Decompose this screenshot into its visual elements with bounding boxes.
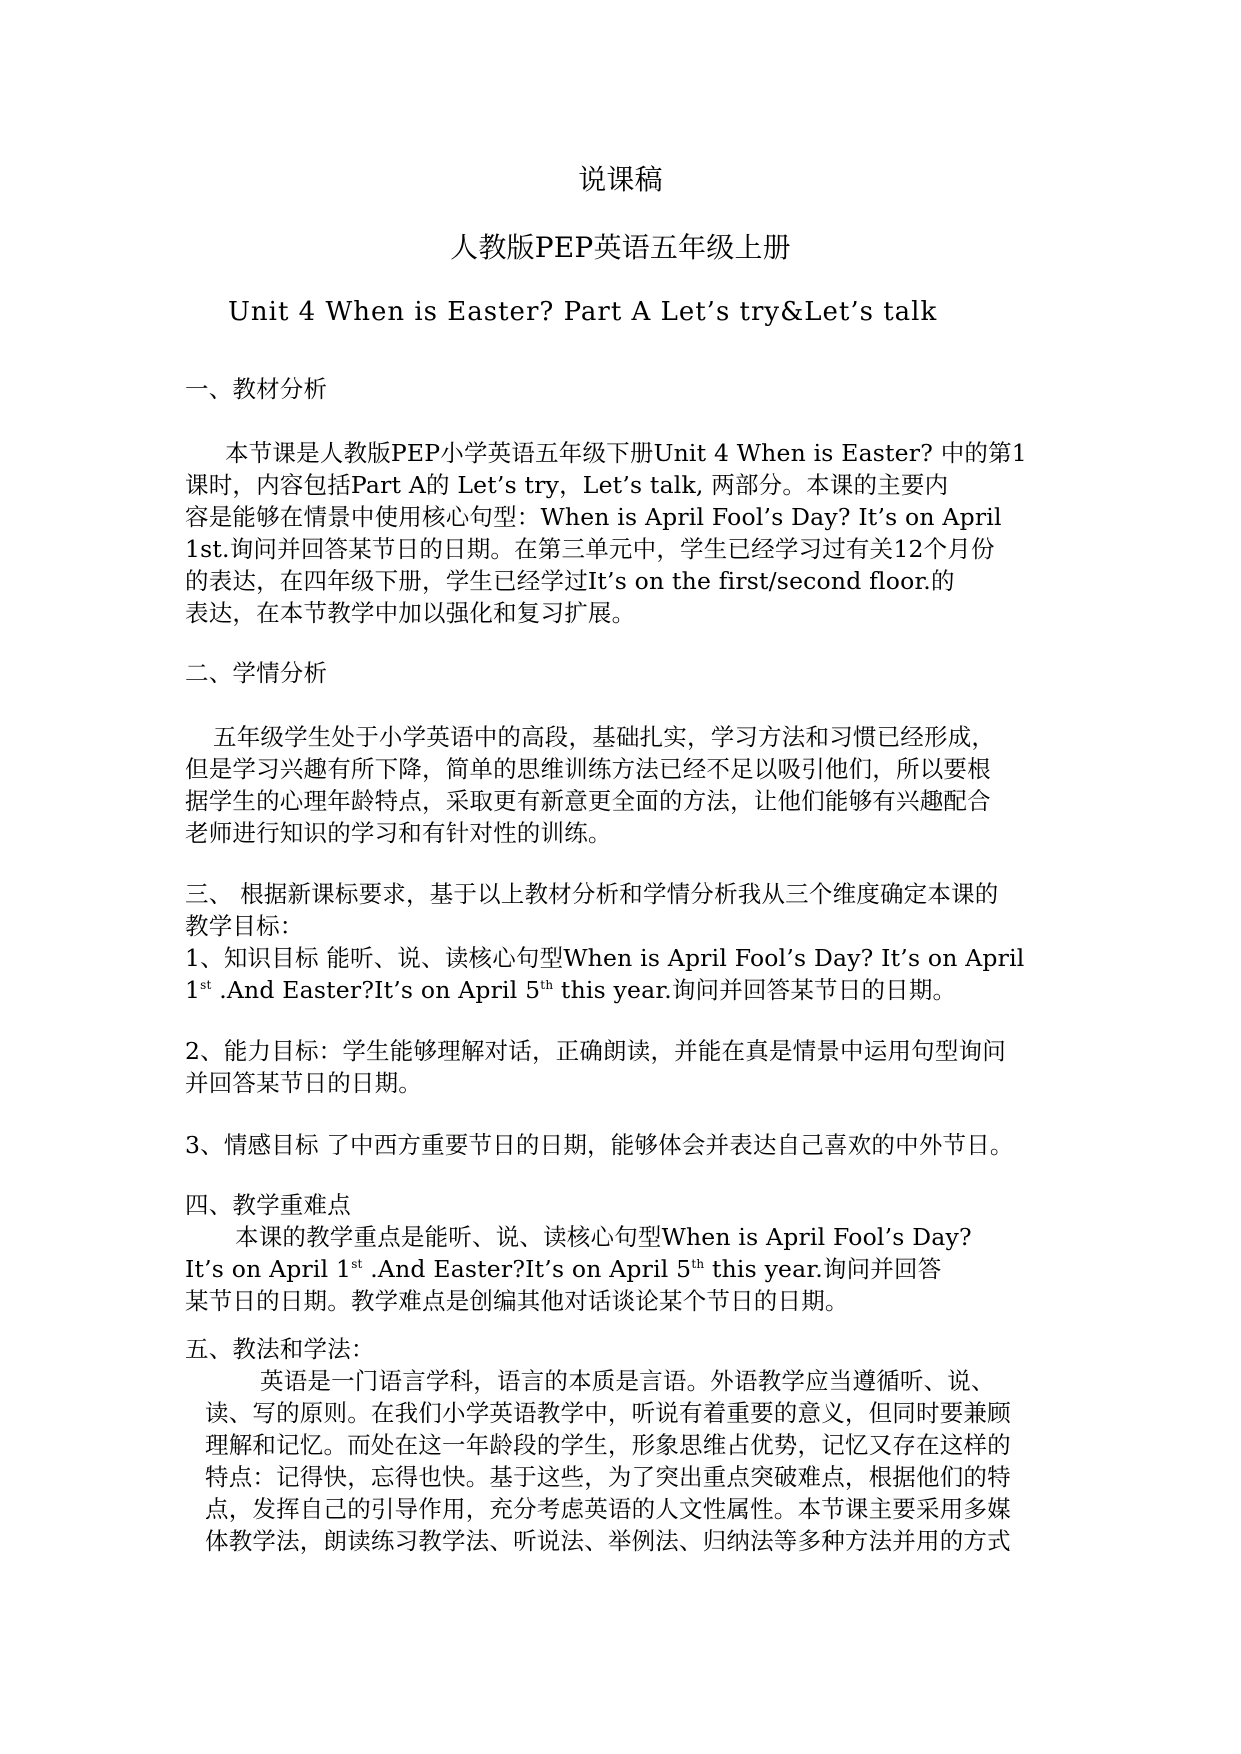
section-1-line: 课时，内容包括Part A的 Let’s try，Let’s talk, 两部分。本课的主要内: [185, 471, 949, 499]
document-subtitle: 人教版PEP英语五年级上册: [450, 231, 791, 264]
section-5-line: 读、写的原则。在我们小学英语教学中，听说有着重要的意义，但同时要兼顾: [205, 1399, 1011, 1427]
section-4-text: this year.询问并回答: [704, 1255, 942, 1283]
section-5-line: 理解和记忆。而处在这一年龄段的学生，形象思维占优势，记忆又存在这样的: [205, 1431, 1011, 1459]
goal-2-line-1: 2、能力目标：学生能够理解对话，正确朗读，并能在真是情景中运用句型询问: [185, 1037, 1006, 1065]
goal-1-text: .And Easter?It’s on April 5: [211, 976, 541, 1004]
goal-1-text: 1: [185, 976, 201, 1004]
goal-1-text: this year.询问并回答某节日的日期。: [553, 976, 957, 1004]
section-3-heading-cont: 教学目标：: [185, 912, 304, 940]
section-4-line: 本课的教学重点是能听、说、读核心句型When is April Fool’s Day?: [235, 1223, 972, 1251]
section-1-line: 1st.询问并回答某节日的日期。在第三单元中，学生已经学习过有关12个月份: [185, 535, 995, 563]
section-5-line: 体教学法，朗读练习教学法、听说法、举例法、归纳法等多种方法并用的方式: [205, 1527, 1011, 1555]
section-5-heading: 五、教法和学法：: [185, 1335, 375, 1363]
goal-1-superscript: st: [200, 978, 212, 992]
section-1-line: 表达，在本节教学中加以强化和复习扩展。: [185, 599, 636, 627]
section-1-line: 本节课是人教版PEP小学英语五年级下册Unit 4 When is Easter? 中的第1: [225, 439, 1027, 467]
goal-1-superscript: th: [540, 978, 554, 992]
section-5-line: 点，发挥自己的引导作用，充分考虑英语的人文性属性。本节课主要采用多媒: [205, 1495, 1011, 1523]
section-4-superscript: st: [351, 1257, 363, 1271]
section-2-heading: 二、学情分析: [185, 659, 328, 687]
section-1-line: 的表达，在四年级下册，学生已经学过It’s on the first/second floor.的: [185, 567, 955, 595]
section-4-superscript: th: [691, 1257, 705, 1271]
goal-1-line-2: [185, 974, 956, 1006]
section-5-line: 特点：记得快，忘得也快。基于这些，为了突出重点突破难点，根据他们的特: [205, 1463, 1011, 1491]
unit-title: Unit 4 When is Easter? Part A Let’s try&Let’s talk: [228, 297, 938, 327]
section-2-line: 五年级学生处于小学英语中的高段，基础扎实，学习方法和习惯已经形成，: [213, 723, 996, 751]
section-5-line: 英语是一门语言学科，语言的本质是言语。外语教学应当遵循听、说、: [260, 1367, 995, 1395]
section-4-text: .And Easter?It’s on April 5: [362, 1255, 692, 1283]
goal-1-line-1: 1、知识目标 能听、说、读核心句型When is April Fool’s Day? It’s on April: [185, 944, 1025, 972]
section-3-heading: 三、 根据新课标要求，基于以上教材分析和学情分析我从三个维度确定本课的: [185, 880, 999, 908]
goal-3-line: 3、情感目标 了中西方重要节日的日期，能够体会并表达自己喜欢的中外节日。: [185, 1131, 1014, 1159]
section-2-line: 老师进行知识的学习和有针对性的训练。: [185, 819, 612, 847]
document-title: 说课稿: [578, 163, 663, 196]
section-2-line: 但是学习兴趣有所下降，简单的思维训练方法已经不足以吸引他们，所以要根: [185, 755, 991, 783]
section-4-text: It’s on April 1: [185, 1255, 352, 1283]
section-4-line: [185, 1253, 941, 1285]
section-2-line: 据学生的心理年龄特点，采取更有新意更全面的方法，让他们能够有兴趣配合: [185, 787, 991, 815]
goal-2-line-2: 并回答某节日的日期。: [185, 1069, 422, 1097]
section-1-heading: 一、教材分析: [185, 375, 328, 403]
section-4-heading: 四、教学重难点: [185, 1191, 351, 1219]
section-1-line: 容是能够在情景中使用核心句型：When is April Fool’s Day? It’s on April: [185, 503, 1002, 531]
section-4-line: 某节日的日期。教学难点是创编其他对话谈论某个节日的日期。: [185, 1287, 849, 1315]
